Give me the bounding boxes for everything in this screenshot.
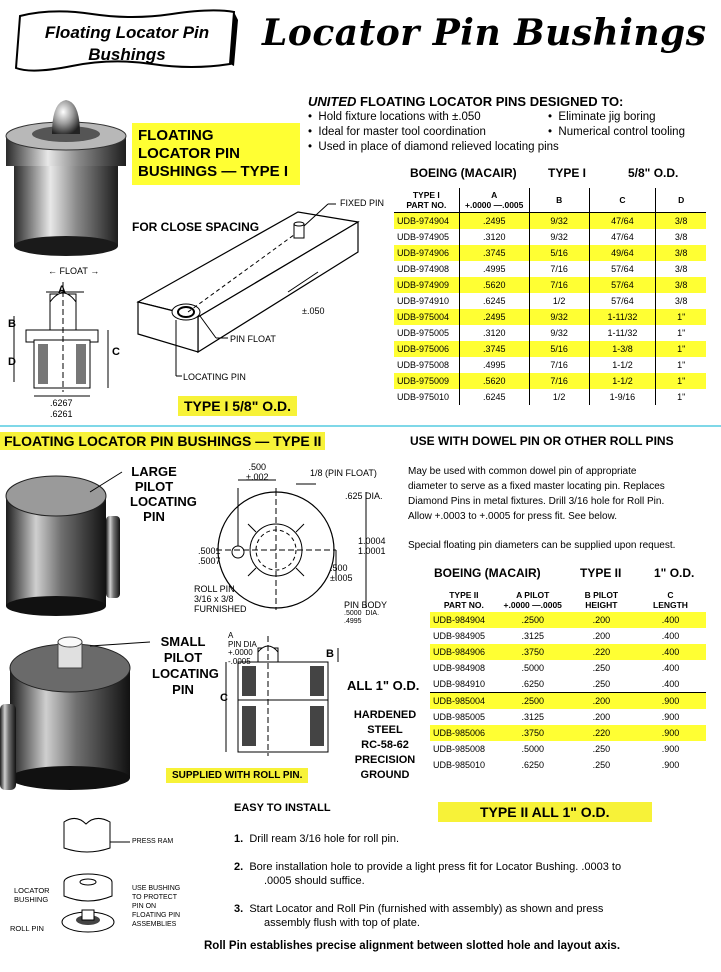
rp-3: FURNISHED (194, 604, 247, 614)
lp-3: LOCATING (130, 494, 197, 509)
table-cell: 1" (677, 392, 686, 402)
type1-cross-section (4, 282, 128, 410)
bullet-3-text: Ideal for master tool coordination (318, 126, 486, 138)
pb-2: DIA. (365, 610, 380, 617)
table-cell: 3/8 (674, 232, 688, 242)
table-cell: UDB-975010 (394, 389, 459, 405)
table-cell: 3/8 (656, 213, 706, 230)
dim-500b-tol: ±.005 (330, 573, 353, 583)
table-cell: .3120 (459, 325, 529, 341)
ub-4: FLOATING PIN (132, 912, 181, 919)
bullet-3: • Ideal for master tool coordination (308, 126, 486, 138)
rp-1: ROLL PIN (194, 584, 235, 594)
lp-1: LARGE (131, 464, 177, 479)
t1-col-b: B (529, 188, 589, 213)
t1-title-left: BOEING (MACAIR) (410, 166, 517, 180)
table-cell: 7/16 (529, 357, 589, 373)
table-row (430, 709, 706, 725)
sp-4: PIN (172, 682, 194, 697)
type1-plate-diagram (128, 192, 400, 388)
rp-2: 3/16 x 3/8 (194, 594, 234, 604)
install-footer: Roll Pin establishes precise alignment between slotted hole and layout axis. (204, 940, 621, 952)
table-row (394, 261, 706, 277)
dim-10004-val: 1.0004 (358, 536, 386, 546)
table-cell: 1" (656, 341, 706, 357)
table-cell: 3/8 (674, 264, 688, 274)
table-cell: UDB-974906 (394, 245, 459, 261)
roll-pin-install-label: ROLL PIN (10, 924, 44, 933)
bullet-2-text: Eliminate jig boring (558, 111, 656, 123)
table-cell: .3125 (521, 712, 544, 722)
table-cell: 9/32 (529, 325, 589, 341)
type1-label-line-2: LOCATOR PIN (138, 145, 240, 162)
hardened-label (350, 708, 420, 783)
table-cell: 5/16 (529, 341, 589, 357)
roll-pin-type2 (194, 584, 247, 614)
table-row (430, 741, 706, 757)
type1-dim-c: C (112, 346, 120, 358)
banner-line-1: Floating Locator Pin (44, 23, 210, 42)
table-cell: .6245 (459, 389, 529, 405)
table-cell: .3120 (459, 229, 529, 245)
install-diagram (52, 812, 132, 942)
table-cell: .250 (592, 679, 611, 689)
table-cell: 3/8 (656, 245, 706, 261)
table-cell: 57/64 (589, 277, 656, 293)
table-cell: 1-1/2 (589, 373, 656, 389)
table-cell: .2495 (459, 213, 529, 230)
intro-heading (308, 94, 623, 109)
table-row (430, 644, 706, 660)
table-cell: .5620 (459, 277, 529, 293)
pd-4: -.0005 (228, 656, 251, 666)
dim-5007-val: .5007 (198, 556, 221, 566)
type2-dim-c: C (220, 692, 228, 704)
h-5: GROUND (360, 769, 410, 781)
table-cell: .5620 (459, 373, 529, 389)
close-spacing-label: FOR CLOSE SPACING (132, 220, 260, 234)
table-cell: UDB-985005 (433, 712, 486, 722)
t1-title-mid: TYPE I (548, 166, 587, 180)
table-cell: UDB-984906 (430, 644, 498, 660)
table-cell: .200 (568, 693, 635, 710)
table-cell: .400 (661, 631, 680, 641)
type1-table-title (394, 166, 706, 180)
table-cell: 49/64 (589, 245, 656, 261)
table-cell: .400 (635, 644, 706, 660)
table-cell: .5000 (521, 663, 544, 673)
install-heading: EASY TO INSTALL (234, 802, 331, 814)
table-row (394, 245, 706, 261)
table-row (394, 357, 706, 373)
table-row (430, 676, 706, 693)
dp-2: diameter to serve as a fixed master locating pin. Replaces (408, 481, 665, 492)
type2-data-table (430, 588, 706, 773)
dim-500b (330, 563, 352, 583)
press-ram-label: PRESS RAM (132, 838, 174, 845)
dim-500-tol: ±.002 (246, 472, 269, 482)
h-4: PRECISION (354, 754, 416, 766)
table-row (394, 325, 706, 341)
lb-2: BUSHING (14, 895, 49, 904)
bullet-4: • Numerical control tooling (548, 126, 685, 138)
table-row (430, 628, 706, 644)
intro-brand: UNITED (308, 94, 357, 109)
pd-3: +.0000 (228, 648, 253, 657)
small-pilot-label (152, 634, 219, 698)
type1-dim-d: D (8, 356, 16, 368)
type1-dim-b: B (8, 318, 16, 330)
table-cell: 1-11/32 (589, 309, 656, 325)
type2-table-body (430, 612, 706, 773)
table-cell: 1" (656, 373, 706, 389)
t1-col-d: D (678, 195, 685, 205)
table-cell: .6250 (521, 679, 544, 689)
t2-col-c: C LENGTH (653, 590, 688, 610)
table-cell: .400 (661, 663, 680, 673)
large-pilot-label (130, 464, 197, 524)
ub-3: PIN ON (132, 903, 157, 910)
dim-500-val: .500 (248, 462, 266, 472)
table-cell: UDB-984904 (430, 612, 498, 628)
table-cell: .3745 (459, 245, 529, 261)
t2-col-b: B PILOT HEIGHT (584, 590, 619, 610)
ub-2: TO PROTECT (132, 894, 177, 901)
od-upper: .6267 (50, 398, 73, 408)
table-cell: 1-9/16 (589, 389, 656, 405)
table-row (394, 293, 706, 309)
table-cell: .5000 (521, 744, 544, 754)
fixed-pin-label: FIXED PIN (340, 198, 385, 208)
table-cell: .900 (635, 725, 706, 741)
lp-2: PILOT (134, 479, 174, 494)
table-cell: UDB-975009 (394, 373, 459, 389)
table-cell: UDB-975005 (394, 325, 459, 341)
step-3 (234, 902, 714, 930)
dowel-para-2: Special floating pin diameters can be supplied upon request. (408, 540, 676, 551)
table-cell: 7/16 (529, 373, 589, 389)
table-cell: 3/8 (656, 277, 706, 293)
step-2 (234, 860, 714, 888)
dim-5001 (198, 546, 221, 566)
table-cell: .900 (661, 712, 680, 722)
table-cell: UDB-985006 (430, 725, 498, 741)
t1-title-right: 5/8" O.D. (628, 166, 679, 180)
ub-1: USE BUSHING (132, 885, 181, 892)
type1-table (394, 166, 706, 405)
table-cell: .400 (635, 612, 706, 628)
float-label: ← FLOAT → (48, 266, 100, 276)
table-cell: 47/64 (589, 213, 656, 230)
table-cell: UDB-984910 (433, 679, 486, 689)
table-cell: 9/32 (529, 213, 589, 230)
table-cell: .3750 (498, 644, 568, 660)
table-cell: UDB-984905 (433, 631, 486, 641)
table-cell: .200 (568, 612, 635, 628)
table-cell: .200 (592, 712, 611, 722)
pin-body-label (344, 600, 387, 626)
table-cell: UDB-974910 (394, 293, 459, 309)
dim-500 (246, 462, 268, 482)
bullet-5-text: Used in place of diamond relieved locating pins (318, 141, 559, 153)
table-cell: UDB-974908 (394, 261, 459, 277)
table-cell: .6245 (459, 293, 529, 309)
pd-1: A (228, 631, 234, 640)
step-3-num: 3. (234, 903, 244, 915)
pin-dia-label (228, 632, 257, 666)
table-cell: UDB-985010 (433, 760, 486, 770)
step-3-line-1: Start Locator and Roll Pin (furnished with assembly) as shown and press (249, 903, 604, 915)
t2-title-right: 1" O.D. (654, 566, 695, 580)
od-lower: .6261 (50, 409, 73, 419)
t2-title-mid: TYPE II (580, 566, 622, 580)
table-cell: UDB-974909 (394, 277, 459, 293)
banner-line-2: Bushings (88, 45, 166, 64)
type2-table-title (430, 566, 706, 580)
t1-col-c: C (589, 188, 656, 213)
table-cell: 1/2 (529, 389, 589, 405)
table-cell: .250 (592, 663, 611, 673)
all-od-label: ALL 1" O.D. (347, 678, 420, 693)
section-divider (0, 425, 721, 427)
type1-data-table (394, 188, 706, 405)
table-cell: .900 (661, 760, 680, 770)
bullet-4-text: Numerical control tooling (558, 126, 685, 138)
dowel-para-1 (408, 464, 665, 524)
table-row (430, 757, 706, 773)
bullet-1-text: Hold fixture locations with ±.050 (318, 111, 481, 123)
table-cell: UDB-985004 (430, 693, 498, 710)
table-row (394, 373, 706, 389)
table-cell: .250 (592, 744, 611, 754)
dia-625: .625 DIA. (345, 491, 383, 501)
table-cell: .3750 (498, 725, 568, 741)
dp-1: May be used with common dowel pin of appropriate (408, 466, 637, 477)
lb-1: LOCATOR (14, 886, 50, 895)
table-cell: 1-11/32 (589, 325, 656, 341)
dim-10001-val: 1.0001 (358, 546, 386, 556)
table-cell: 1-1/2 (589, 357, 656, 373)
table-row (394, 277, 706, 293)
pd-2: PIN DIA (228, 639, 257, 649)
type1-label-line-1: FLOATING (138, 127, 214, 144)
step-2-num: 2. (234, 861, 244, 873)
table-row (394, 229, 706, 245)
t2-col-part: TYPE II PART NO. (443, 590, 484, 610)
table-row (394, 309, 706, 325)
table-row (430, 725, 706, 741)
table-cell: 47/64 (589, 229, 656, 245)
table-cell: .4995 (459, 357, 529, 373)
type2-dim-b: B (326, 648, 334, 660)
small-pilot-photo (0, 628, 150, 796)
type2-heading: FLOATING LOCATOR PIN BUSHINGS — TYPE II (0, 432, 325, 450)
sp-2: PILOT (163, 650, 203, 665)
table-cell: .2500 (498, 693, 568, 710)
table-cell: .6250 (521, 760, 544, 770)
table-cell: .900 (635, 693, 706, 710)
page-title: Locator Pin Bushings (262, 12, 707, 54)
locator-bushing-label (14, 886, 50, 904)
lp-4: PIN (143, 509, 165, 524)
table-cell: 1/2 (529, 293, 589, 309)
table-cell: .4995 (459, 261, 529, 277)
float-text: FLOAT (59, 266, 88, 276)
bullet-5: • Used in place of diamond relieved locating pins (308, 141, 559, 153)
table-cell: UDB-975004 (394, 309, 459, 325)
sp-1: SMALL (160, 634, 206, 649)
use-bushing-label (132, 884, 180, 929)
dp-3: Diamond Pins in metal fixtures. Drill 3/16 hole for Roll Pin. (408, 496, 665, 507)
t1-col-part: TYPE I PART NO. (394, 188, 459, 213)
dim-500b-val: .500 (330, 563, 348, 573)
table-row (394, 389, 706, 405)
table-row (430, 693, 706, 710)
table-row (394, 341, 706, 357)
pb-val-1: .5000 (344, 610, 362, 617)
step-1-num: 1. (234, 833, 244, 845)
table-cell: .220 (568, 644, 635, 660)
table-cell: 1" (677, 360, 686, 370)
step-1 (234, 832, 399, 846)
table-cell: .400 (661, 679, 680, 689)
t2-title-left: BOEING (MACAIR) (434, 566, 541, 580)
table-cell: 9/32 (529, 309, 589, 325)
type2-table (430, 566, 706, 773)
table-cell: .200 (592, 631, 611, 641)
h-1: HARDENED (353, 709, 417, 721)
tolerance-label: ±.050 (302, 306, 325, 316)
banner-text (18, 22, 236, 66)
table-cell: .220 (568, 725, 635, 741)
dowel-heading: USE WITH DOWEL PIN OR OTHER ROLL PINS (410, 434, 674, 448)
table-cell: 7/16 (529, 277, 589, 293)
table-cell: 57/64 (589, 261, 656, 277)
type1-dim-a: A (58, 284, 66, 296)
h-2: STEEL (367, 724, 403, 736)
table-cell: UDB-975008 (394, 357, 459, 373)
table-cell: 1-3/8 (589, 341, 656, 357)
intro-heading-text: FLOATING LOCATOR PINS DESIGNED TO: (356, 94, 624, 109)
table-row (430, 660, 706, 676)
ub-5: ASSEMBLIES (132, 921, 177, 928)
dp-4: Allow +.0003 to +.0005 for press fit. See below. (408, 511, 618, 522)
table-cell: UDB-984908 (433, 663, 486, 673)
h-3: RC-58-62 (361, 739, 409, 751)
type2-caption: TYPE II ALL 1" O.D. (438, 802, 652, 822)
dim-10004 (358, 536, 386, 556)
table-cell: UDB-974904 (394, 213, 459, 230)
t2-col-a: A PILOT +.0000 —.0005 (503, 590, 562, 610)
table-cell: 1" (677, 328, 686, 338)
table-cell: 1" (656, 309, 706, 325)
type1-label-line-3: BUSHINGS — TYPE I (138, 163, 289, 180)
type1-bushing-photo (0, 96, 132, 256)
dim-5001-val: .5001 (198, 546, 221, 556)
pb-val-2: .4995 (344, 618, 362, 625)
table-cell: .2495 (459, 309, 529, 325)
table-row (394, 213, 706, 230)
table-cell: .250 (592, 760, 611, 770)
sp-3: LOCATING (152, 666, 219, 681)
table-cell: .2500 (498, 612, 568, 628)
table-cell: UDB-975006 (394, 341, 459, 357)
locating-pin-label: LOCATING PIN (183, 372, 246, 382)
table-cell: 5/16 (529, 245, 589, 261)
table-row (430, 612, 706, 628)
table-cell: .3745 (459, 341, 529, 357)
type1-label (132, 123, 300, 185)
large-pilot-photo (0, 456, 128, 616)
bullet-1: • Hold fixture locations with ±.050 (308, 111, 481, 123)
supplied-label: SUPPLIED WITH ROLL PIN. (166, 768, 308, 783)
table-cell: 3/8 (674, 296, 688, 306)
table-cell: .900 (661, 744, 680, 754)
step-2-line-1: Bore installation hole to provide a light press fit for Locator Bushing. .0003 to (249, 861, 622, 873)
table-cell: 7/16 (529, 261, 589, 277)
table-cell: 9/32 (529, 229, 589, 245)
type1-caption: TYPE I 5/8" O.D. (178, 396, 297, 416)
pin-float-label: PIN FLOAT (230, 334, 276, 344)
table-cell: UDB-974905 (394, 229, 459, 245)
pb-1: PIN BODY (344, 600, 388, 610)
table-cell: UDB-985008 (433, 744, 486, 754)
pin-float-type2: 1/8 (PIN FLOAT) (310, 468, 377, 478)
type1-od-dims (50, 398, 73, 420)
step-3-line-2: assembly flush with top of plate. (264, 917, 420, 929)
table-cell: 57/64 (589, 293, 656, 309)
bullet-2: • Eliminate jig boring (548, 111, 656, 123)
t1-col-a: A +.0000 —.0005 (459, 188, 529, 213)
table-cell: .3125 (521, 631, 544, 641)
type1-table-body (394, 213, 706, 406)
step-2-line-2: .0005 should suffice. (264, 875, 365, 887)
step-1-line-1: Drill ream 3/16 hole for roll pin. (249, 833, 400, 845)
